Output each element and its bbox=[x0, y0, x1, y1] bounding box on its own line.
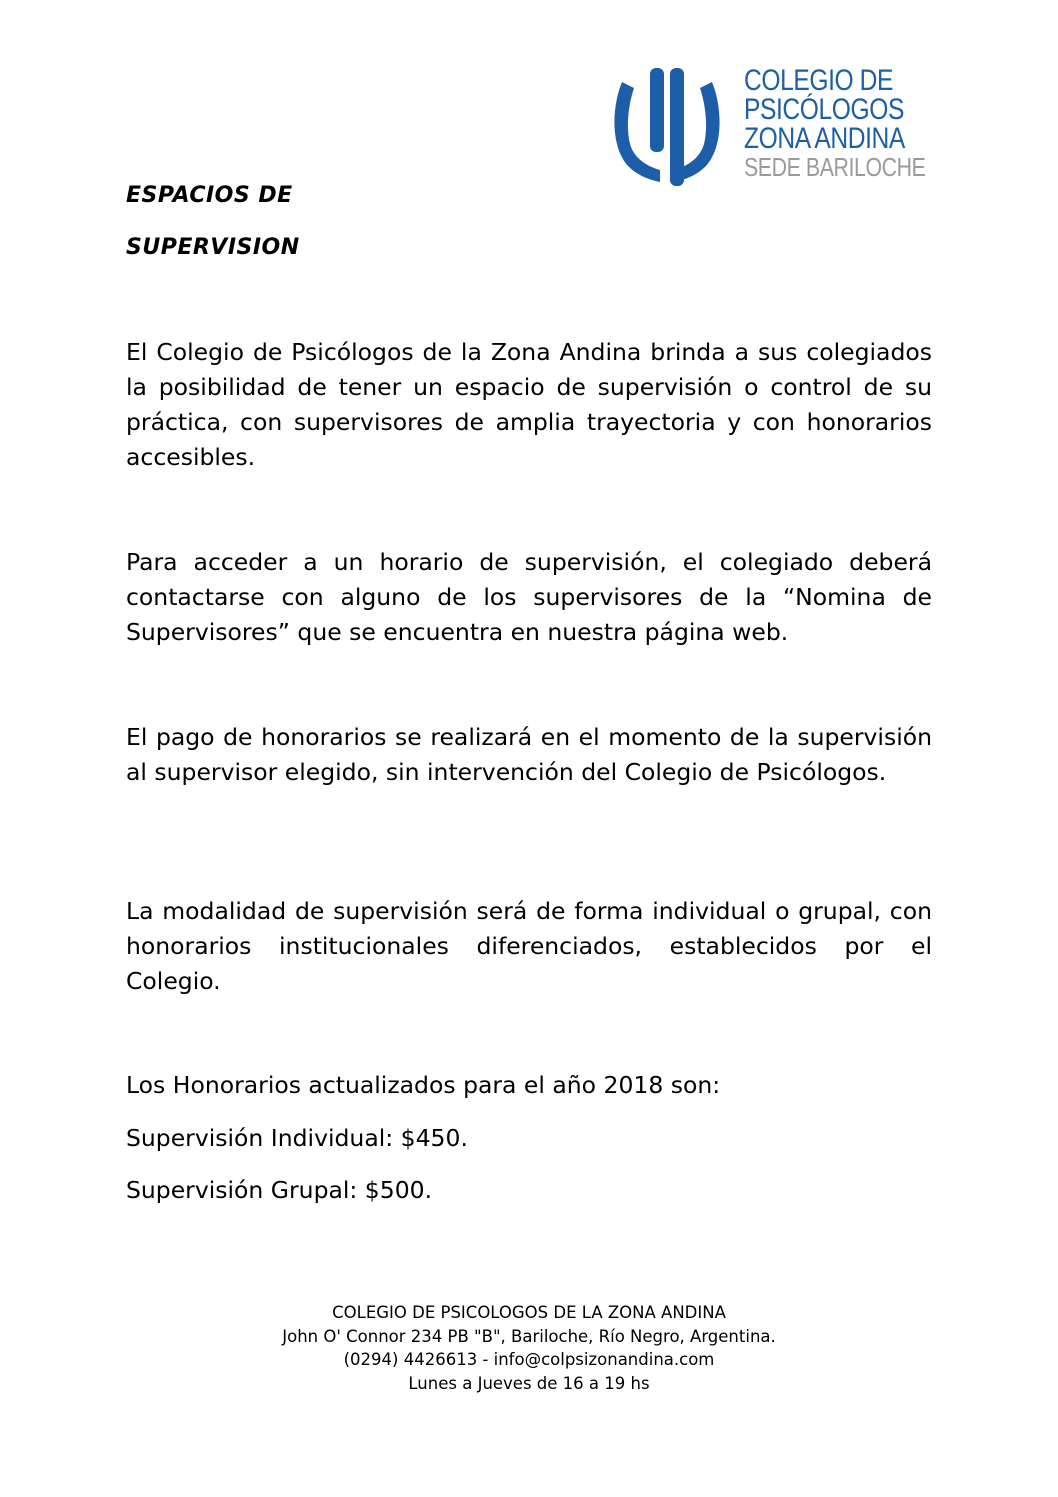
logo-line-4: SEDE BARILOCHE bbox=[744, 152, 926, 182]
title-line-2: SUPERVISION bbox=[126, 235, 300, 260]
title-line-1: ESPACIOS DE bbox=[126, 183, 293, 208]
fee-individual: Supervisión Individual: $450. bbox=[126, 1124, 468, 1152]
footer-contact: (0294) 4426613 - info@colpsizonandina.com bbox=[343, 1350, 715, 1369]
footer-hours: Lunes a Jueves de 16 a 19 hs bbox=[408, 1373, 650, 1393]
paragraph-intro: El Colegio de Psicólogos de la Zona Andina brinda a sus colegiados la posibilidad de tener un espacio de supervisión o control de su práctica, con supervisores de amplia trayectoria y con honorarios accesibles. bbox=[126, 338, 932, 471]
footer-org: COLEGIO DE PSICOLOGOS DE LA ZONA ANDINA bbox=[332, 1303, 726, 1322]
footer-address: John O' Connor 234 PB "B", Bariloche, Río Negro, Argentina. bbox=[282, 1326, 776, 1346]
logo-line-2: PSICÓLOGOS bbox=[744, 93, 904, 126]
fee-group: Supervisión Grupal: $500. bbox=[126, 1176, 433, 1204]
logo-wordmark bbox=[744, 66, 965, 182]
logo-line-1: COLEGIO DE bbox=[744, 64, 894, 97]
paragraph-access: Para acceder a un horario de supervisión, el colegiado deberá contactarse con alguno de los supervisores de la “Nomina de Supervisores” que se encuentra en nuestra página web. bbox=[126, 548, 932, 646]
logo bbox=[608, 64, 926, 190]
fees-intro: Los Honorarios actualizados para el año 2018 son: bbox=[126, 1071, 721, 1099]
footer bbox=[0, 1301, 1058, 1395]
psi-symbol-icon bbox=[608, 66, 726, 190]
logo-line-3: ZONA ANDINA bbox=[744, 122, 905, 155]
paragraph-payment: El pago de honorarios se realizará en el momento de la supervisión al supervisor elegido, sin intervención del Colegio de Psicólogos. bbox=[126, 723, 932, 786]
paragraph-modality: La modalidad de supervisión será de forma individual o grupal, con honorarios institucionales diferenciados, establecidos por el Colegio. bbox=[126, 897, 932, 995]
